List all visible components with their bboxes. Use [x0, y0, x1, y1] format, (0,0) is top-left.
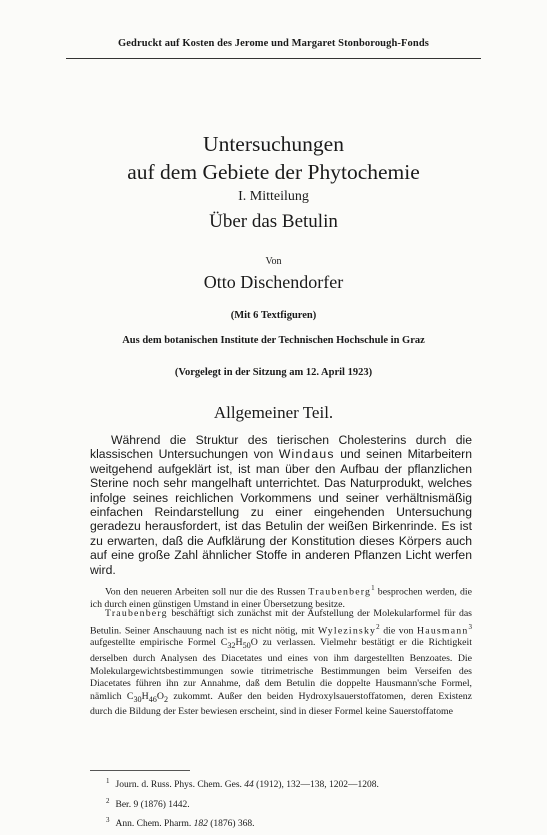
- sp2-text-4: H: [235, 637, 243, 649]
- sp1-text-2: besprochen werden, die ich durch einen günstigen Umstand in einer Übersetzung besitze.: [90, 586, 472, 610]
- sp2-text-2: die von: [379, 624, 417, 636]
- main-text-2: und seinen Mitarbeitern weitgehend aufgeklärt ist, ist man über den Aufbau der pflanzlichen Sterine noch sehr mangelhaft unterrichtet. Das Naturprodukt, welches infolge seines reichlichen Vorkommens und seiner verhältnismäßig einfachen Reindarstellung zu einer eingehenden Untersuchung geradezu herausfordert, ist das Betulin der weißen Birkenrinde. Es ist zu erwarten, daß die Aufklärung der Konstitution dieses Körpers auch auf eine große Zahl ähnlicher Stoffe in anderen Pflanzen Licht werfen wird.: [90, 447, 472, 577]
- footnote-ref-3[interactable]: 3: [468, 622, 472, 631]
- running-header: Gedruckt auf Kosten des Jerome und Margaret Stonborough-Fonds: [118, 38, 429, 49]
- footnote-text-end: (1876) 368.: [207, 819, 255, 830]
- formula-sub-2: 50: [242, 641, 251, 651]
- header-rule: [66, 58, 481, 59]
- name-hausmann: Hausmann: [417, 624, 469, 636]
- main-paragraph: [90, 433, 472, 577]
- footnote-volume: 182: [193, 819, 208, 830]
- sp2-text-1: beschäftigt sich zunächst mit der Aufstellung der Molekularformel für das Betulin. Seiner Anschauung nach ist es nicht nötig, mit: [90, 608, 472, 636]
- title-line-2: auf dem Gebiete der Phytochemie: [127, 160, 420, 184]
- footnote-number: 2: [106, 796, 110, 805]
- formula-sub-1: 32: [227, 641, 236, 651]
- footnote-item: [106, 774, 466, 794]
- footnote-item: [106, 794, 466, 814]
- sp1-text-1: Von den neueren Arbeiten soll nur die des Russen: [105, 586, 309, 598]
- sp2-text-8: zukommt. Außer den beiden Hydroxylsauerstoffatomen, deren Existenz durch die Bildung der Ester bewiesen erscheint, sind in dieser Formel keine Sauerstoffatome: [90, 690, 472, 718]
- footnote-item: [106, 813, 466, 833]
- section-heading: Allgemeiner Teil.: [213, 403, 334, 422]
- sp2-text-7: O: [156, 690, 164, 702]
- footnote-text: Ann. Chem. Pharm.: [115, 819, 194, 830]
- article-subtitle: Über das Betulin: [209, 211, 338, 232]
- name-wylezinsky: Wylezinsky: [317, 624, 377, 636]
- by-label: Von: [265, 256, 282, 267]
- footnote-text-end: (1912), 132—138, 1202—1208.: [253, 780, 379, 791]
- footnote-rule: [90, 770, 190, 771]
- footnote-number: 1: [106, 777, 110, 785]
- footnote-text: Journ. d. Russ. Phys. Chem. Ges.: [115, 780, 245, 791]
- submission-date: (Vorgelegt in der Sitzung am 12. April 1923): [174, 367, 373, 378]
- name-traubenberg: Traubenberg: [308, 586, 372, 598]
- footnote-ref-1[interactable]: 1: [371, 584, 375, 592]
- footnote-volume: 44: [244, 780, 254, 791]
- footnote-ref-2[interactable]: 2: [376, 622, 380, 631]
- footnotes-list: [106, 774, 466, 833]
- sp2-text-6: H: [141, 690, 149, 702]
- sp2-text-3: aufgestellte empirische Formel C: [90, 637, 228, 649]
- footnote-number: 3: [106, 816, 110, 825]
- formula-sub-3: 30: [133, 694, 142, 704]
- formula-sub-4: 46: [148, 694, 157, 704]
- name-windaus: Windaus: [278, 447, 335, 462]
- formula-sub-5: 2: [163, 694, 169, 704]
- footnote-text: Ber. 9 (1876) 1442.: [115, 799, 190, 810]
- institute-line: Aus dem botanischen Institute der Technischen Hochschule in Graz: [122, 335, 425, 346]
- article-title: [40, 130, 507, 186]
- author-name: Otto Dischendorfer: [203, 272, 344, 292]
- main-text-1: Während die Struktur des tierischen Cholesterins durch die klassischen Untersuchungen von: [90, 433, 472, 462]
- sp2-text-5: O zu verlassen. Vielmehr bestätigt er die Richtigkeit derselben durch Analysen des Diacetates und eines von ihm dargestellten Benzoates. Die Molekulargewichtsbestimmungen sowie titrimetrische Bestimmungen beim Verseifen des Diacetates führen ihn zur Annahme, daß dem Betulin die doppelte Hausmann'sche Formel, nämlich C: [90, 637, 472, 702]
- small-paragraph-2: [90, 608, 472, 719]
- title-line-1: Untersuchungen: [203, 132, 344, 156]
- figures-note: (Mit 6 Textfiguren): [230, 310, 317, 321]
- part-label: I. Mitteilung: [238, 189, 309, 204]
- name-traubenberg-2: Traubenberg: [105, 608, 168, 619]
